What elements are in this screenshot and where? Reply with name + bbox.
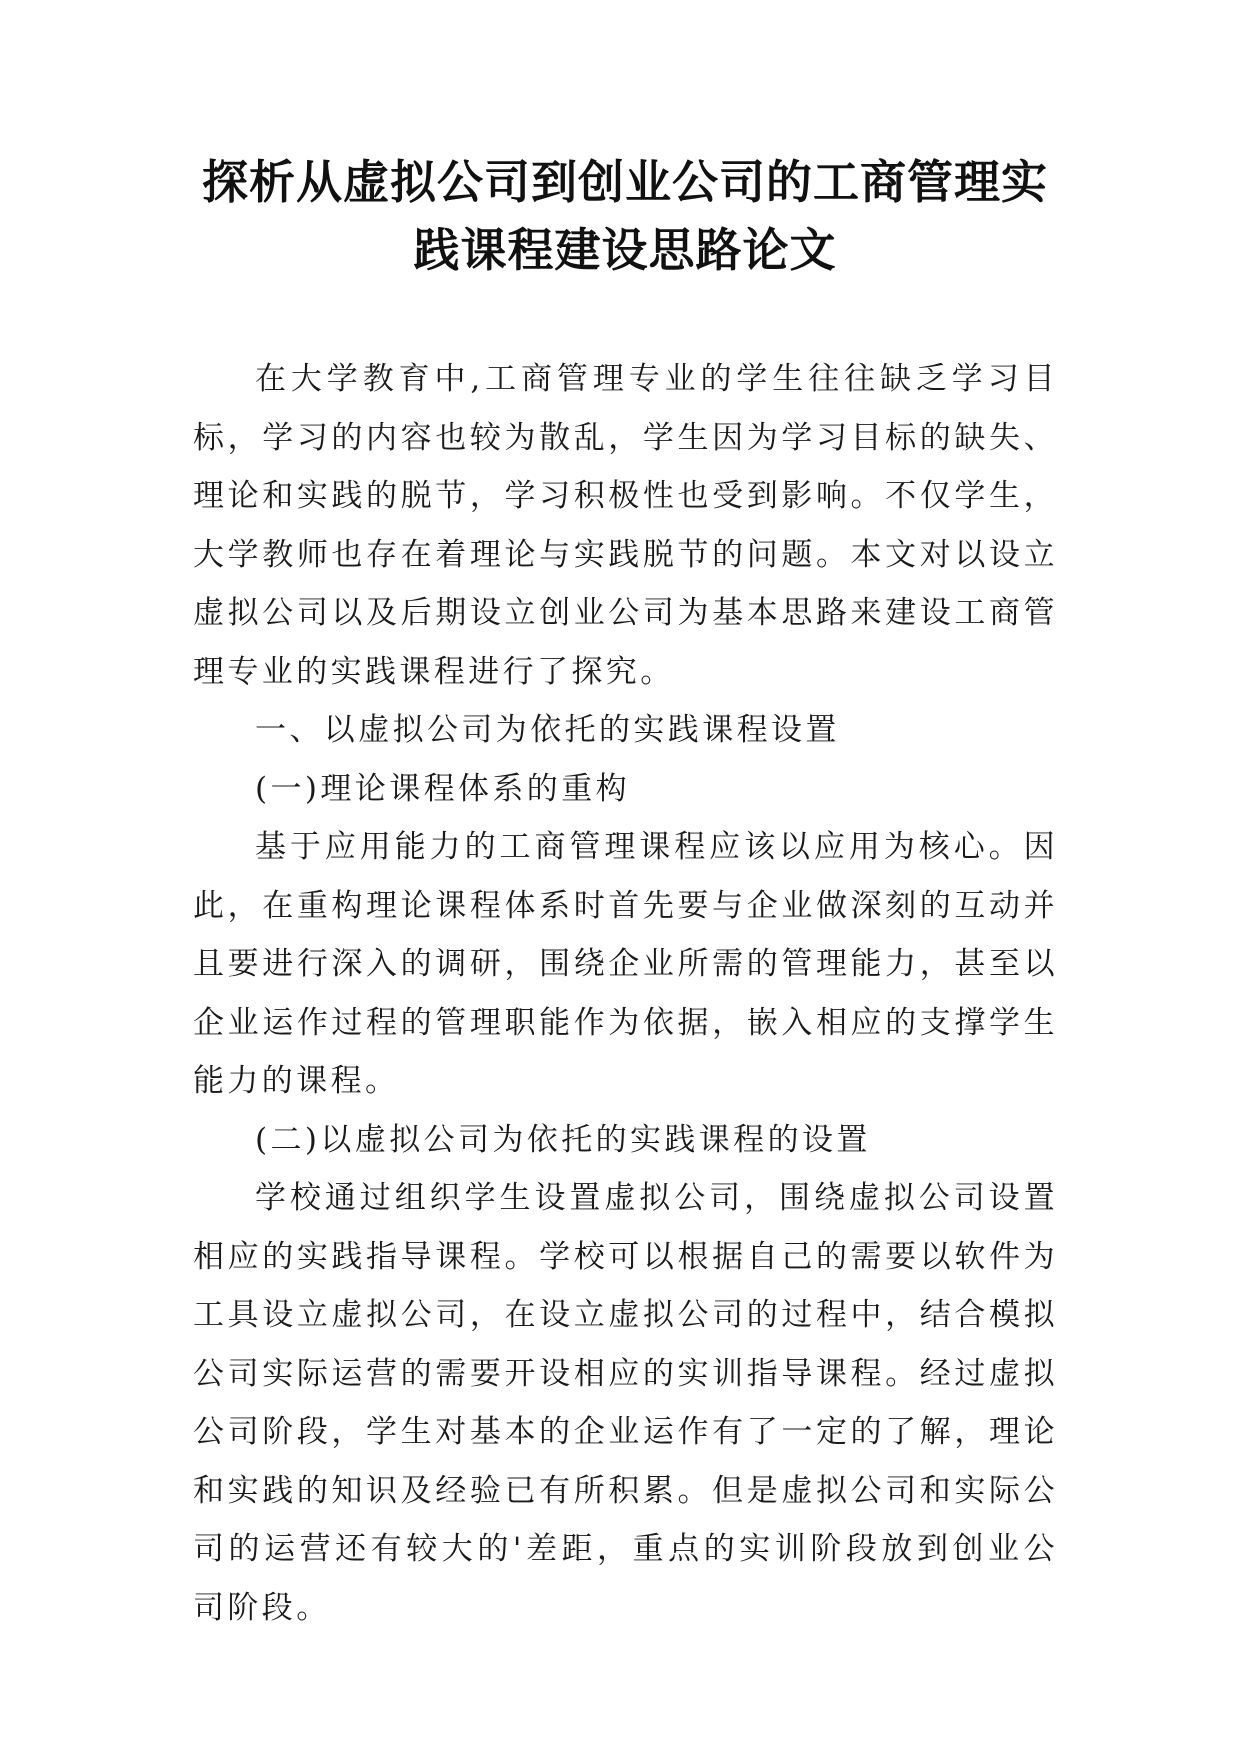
subsection-heading-1: (一)理论课程体系的重构 xyxy=(255,770,630,807)
title-line-1: 探析从虚拟公司到创业公司的工商管理实 xyxy=(202,155,1048,209)
document-body xyxy=(193,350,1058,1637)
body-paragraph-1: 基于应用能力的工商管理课程应该以应用为核心。因此，在重构理论课程体系时首先要与企业做深刻的互动并且要进行深入的调研，围绕企业所需的管理能力，甚至以企业运作过程的管理职能作为依据，嵌入相应的支撑学生能力的课程。 xyxy=(193,829,1058,1099)
intro-paragraph: 在大学教育中,工商管理专业的学生往往缺乏学习目标，学习的内容也较为散乱，学生因为学习目标的缺失、理论和实践的脱节，学习积极性也受到影响。不仅学生，大学教师也存在着理论与实践脱节的问题。本文对以设立虚拟公司以及后期设立创业公司为基本思路来建设工商管理专业的实践课程进行了探究。 xyxy=(193,361,1058,690)
section-heading-1: 一、以虚拟公司为依托的实践课程设置 xyxy=(255,712,840,748)
body-paragraph-2: 学校通过组织学生设置虚拟公司，围绕虚拟公司设置相应的实践指导课程。学校可以根据自己的需要以软件为工具设立虚拟公司，在设立虚拟公司的过程中，结合模拟公司实际运营的需要开设相应的实训指导课程。经过虚拟公司阶段，学生对基本的企业运作有了一定的了解，理论和实践的知识及经验已有所积累。但是虚拟公司和实际公司的运营还有较大的'差距，重点的实训阶段放到创业公司阶段。 xyxy=(193,1180,1058,1626)
subsection-heading-2: (二)以虚拟公司为依托的实践课程的设置 xyxy=(255,1121,871,1158)
title-line-2: 践课程建设思路论文 xyxy=(413,223,837,277)
document-title xyxy=(190,148,1060,284)
